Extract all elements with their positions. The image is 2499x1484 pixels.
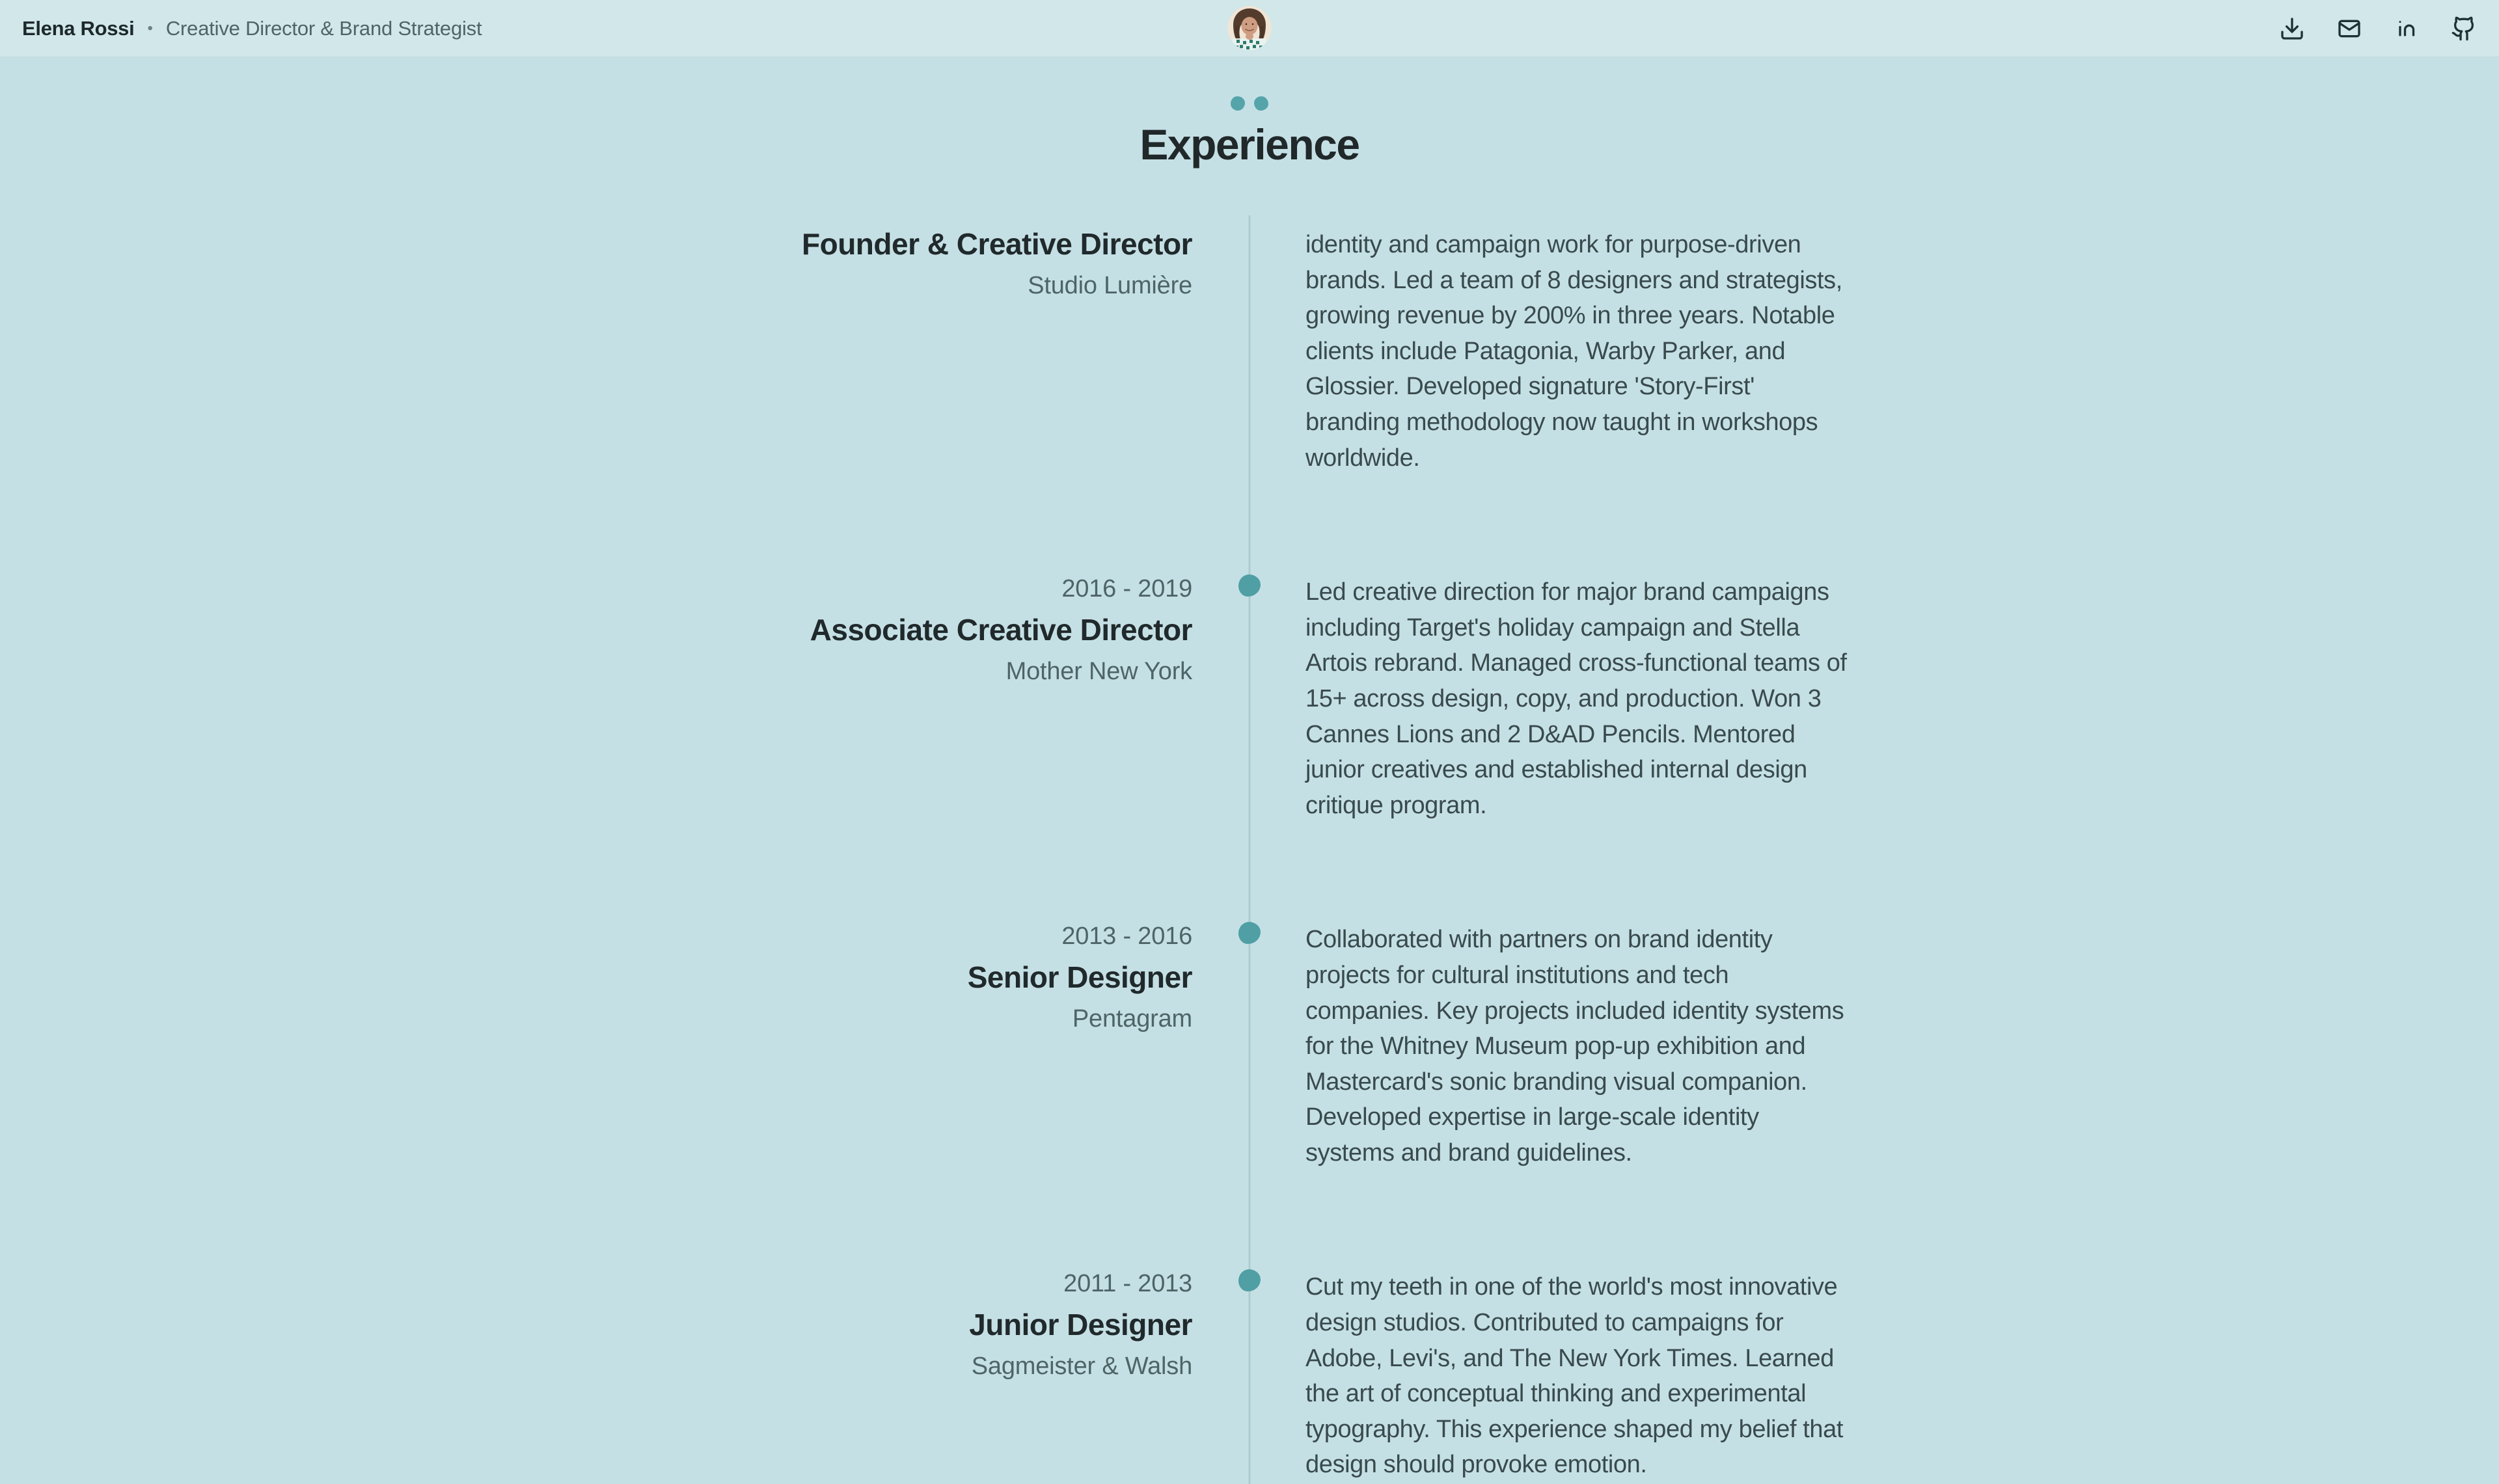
- header: [0, 0, 2499, 57]
- entry-company: Studio Lumière: [1028, 272, 1192, 299]
- linkedin-icon[interactable]: [2394, 16, 2420, 42]
- entry-role: Associate Creative Director: [810, 613, 1192, 647]
- entry-dates: 2013 - 2016: [1061, 923, 1192, 951]
- header-actions: [2279, 16, 2477, 42]
- timeline-dot-icon: [1238, 922, 1261, 944]
- accent-dot: [1231, 96, 1245, 111]
- experience-entry: [0, 922, 2499, 1170]
- entry-description: Cut my teeth in one of the world's most innovative design studios. Contributed to campaigns for Adobe, Levi's, and The New York Times. Learned the art of conceptual thinking and experimental typography. This experience shaped my belief that design should provoke emotion.: [1305, 1273, 1844, 1479]
- entry-company: Sagmeister & Walsh: [971, 1353, 1192, 1381]
- entry-company: Mother New York: [1005, 658, 1192, 686]
- experience-timeline: [0, 227, 2499, 1484]
- entry-meta: [650, 574, 1192, 823]
- github-icon[interactable]: [2451, 16, 2477, 42]
- entry-meta: [650, 922, 1192, 1170]
- entry-role: Junior Designer: [969, 1308, 1192, 1342]
- entry-role: Founder & Creative Director: [802, 227, 1192, 261]
- experience-entry: [0, 574, 2499, 823]
- header-identity: [22, 17, 482, 40]
- entry-description: identity and campaign work for purpose-driven brands. Led a team of 8 designers and strategists, growing revenue by 200% in three years. Notable clients include Patagonia, Warby Parker, and Glossier. Developed signature 'Story-First' branding methodology now taught in workshops worldwide.: [1305, 231, 1842, 472]
- entry-meta: [650, 227, 1192, 476]
- entry-dates: 2011 - 2013: [1063, 1270, 1192, 1298]
- timeline-dot-icon: [1238, 1269, 1261, 1291]
- accent-dot: [1254, 96, 1268, 111]
- person-subtitle: Creative Director & Brand Strategist: [165, 16, 482, 40]
- avatar[interactable]: [1227, 6, 1272, 50]
- experience-entry: [0, 227, 2499, 476]
- entry-dates: 2016 - 2019: [1061, 575, 1192, 603]
- section-accent-dots: [0, 96, 2499, 111]
- entry-description: Collaborated with partners on brand identity projects for cultural institutions and tech companies. Key projects included identity systems for the Whitney Museum pop-up exhibition and Mastercard's sonic branding visual companion. Developed expertise in large-scale identity systems and brand guidelines.: [1305, 926, 1844, 1167]
- page-title: Experience: [1140, 120, 1359, 169]
- person-name: Elena Rossi: [22, 16, 135, 40]
- timeline-dot-icon: [1238, 574, 1261, 597]
- entry-body: [1305, 574, 1849, 823]
- entry-body: [1305, 922, 1849, 1170]
- entry-company: Pentagram: [1072, 1005, 1192, 1033]
- entry-role: Senior Designer: [967, 960, 1192, 995]
- avatar-photo: [1227, 6, 1272, 50]
- experience-entry: [0, 1269, 2499, 1484]
- entry-body: [1305, 1269, 1849, 1484]
- download-icon[interactable]: [2279, 16, 2305, 42]
- entry-body: [1305, 227, 1849, 476]
- entry-meta: [650, 1269, 1192, 1484]
- entry-description: Led creative direction for major brand campaigns including Target's holiday campaign and Stella Artois rebrand. Managed cross-functional teams of 15+ across design, copy, and production. Won 3 Cannes Lions and 2 D&AD Pencils. Mentored junior creatives and established internal design critique program.: [1305, 578, 1847, 819]
- email-icon[interactable]: [2336, 16, 2362, 42]
- separator-dot: •: [147, 19, 153, 37]
